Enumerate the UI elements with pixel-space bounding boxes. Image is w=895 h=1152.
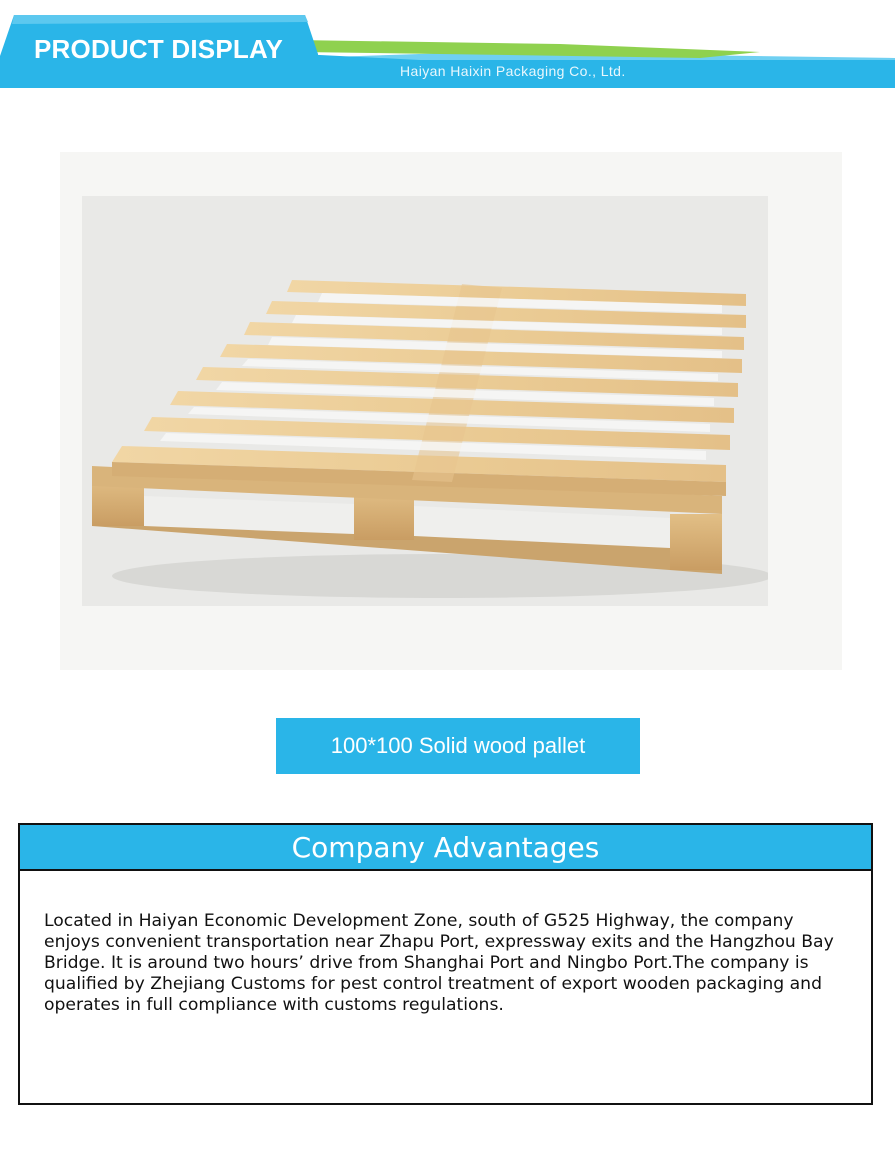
banner-title: PRODUCT DISPLAY bbox=[34, 34, 284, 64]
pallet-illustration bbox=[82, 196, 768, 606]
wood-pallet-image bbox=[82, 196, 768, 606]
company-advantages-card bbox=[18, 823, 873, 1105]
banner-company-name: Haiyan Haixin Packaging Co., Ltd. bbox=[400, 63, 626, 79]
product-image-frame bbox=[60, 152, 842, 670]
product-caption: 100*100 Solid wood pallet bbox=[276, 718, 640, 774]
product-display-banner bbox=[0, 0, 895, 95]
company-advantages-text: Located in Haiyan Economic Development Zone, south of G525 Highway, the company enjoys convenient transportation near Zhapu Port, expressway exits and the Hangzhou Bay Bridge. It is around two hours’ drive from Shanghai Port and Ningbo Port.The company is qualified by Zhejiang Customs for pest control treatment of export wooden packaging and operates in full compliance with customs regulations. bbox=[44, 911, 834, 1015]
company-advantages-heading: Company Advantages bbox=[20, 825, 871, 871]
